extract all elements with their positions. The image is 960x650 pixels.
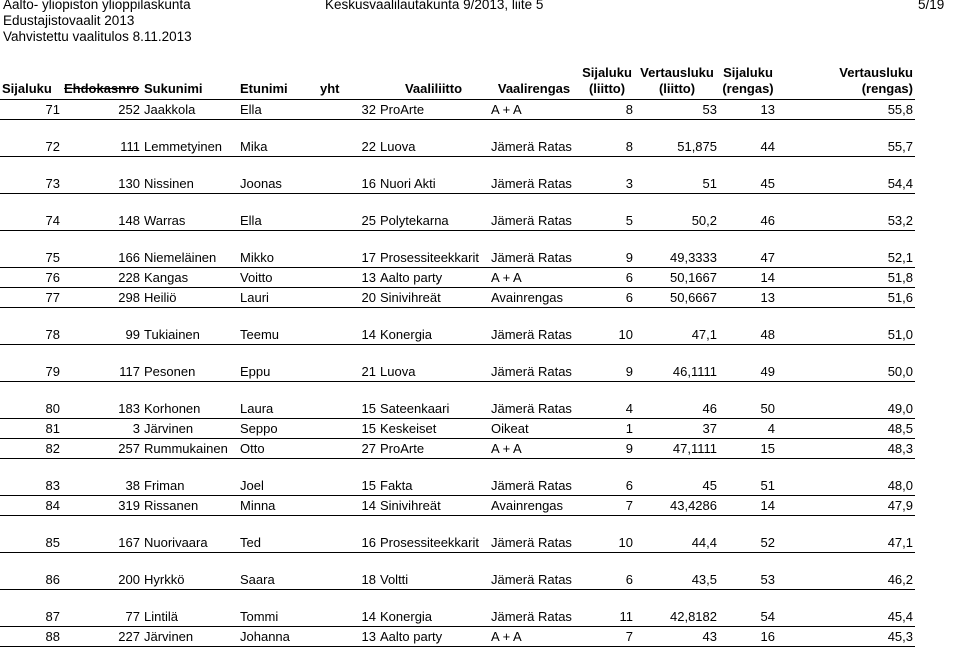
cell-vertausluku-rengas: 48,0: [777, 459, 915, 496]
cell-sijaluku-rengas: 54: [719, 590, 777, 627]
cell-vertausluku-rengas: 51,6: [777, 288, 915, 308]
cell-vertausluku-rengas: 53,2: [777, 194, 915, 231]
cell-vaaliliitto: Aalto party: [378, 268, 489, 288]
cell-ehdokasnro: 227: [62, 627, 142, 647]
cell-etunimi: Joel: [238, 459, 318, 496]
cell-ehdokasnro: 298: [62, 288, 142, 308]
cell-yht: 20: [318, 288, 378, 308]
cell-sijaluku-liitto: 6: [579, 553, 635, 590]
cell-ehdokasnro: 38: [62, 459, 142, 496]
cell-vertausluku-liitto: 51,875: [635, 120, 719, 157]
cell-sukunimi: Järvinen: [142, 627, 238, 647]
cell-vertausluku-liitto: 50,6667: [635, 288, 719, 308]
cell-yht: 15: [318, 419, 378, 439]
cell-vertausluku-rengas: 55,8: [777, 100, 915, 120]
cell-yht: 14: [318, 308, 378, 345]
cell-sijaluku-rengas: 14: [719, 496, 777, 516]
cell-vertausluku-rengas: 51,0: [777, 308, 915, 345]
cell-vertausluku-rengas: 51,8: [777, 268, 915, 288]
cell-sijaluku-liitto: 6: [579, 268, 635, 288]
cell-vaalirengas: Jämerä Ratas: [489, 382, 579, 419]
table-row: [0, 120, 915, 157]
cell-sukunimi: Rissanen: [142, 496, 238, 516]
cell-sijaluku-rengas: 16: [719, 627, 777, 647]
col-sijaluku: Sijaluku: [0, 63, 62, 100]
cell-sukunimi: Niemeläinen: [142, 231, 238, 268]
cell-sijaluku-rengas: 45: [719, 157, 777, 194]
cell-vaaliliitto: Fakta: [378, 459, 489, 496]
cell-sijaluku-liitto: 3: [579, 157, 635, 194]
cell-etunimi: Saara: [238, 553, 318, 590]
cell-ehdokasnro: 111: [62, 120, 142, 157]
cell-vaalirengas: Oikeat: [489, 419, 579, 439]
cell-sukunimi: Warras: [142, 194, 238, 231]
cell-yht: 13: [318, 268, 378, 288]
cell-vertausluku-liitto: 43,5: [635, 553, 719, 590]
cell-sijaluku-liitto: 11: [579, 590, 635, 627]
cell-yht: 14: [318, 590, 378, 627]
table-row: [0, 419, 915, 439]
col-vaaliliitto: Vaaliliitto: [378, 63, 489, 100]
cell-vertausluku-liitto: 50,1667: [635, 268, 719, 288]
cell-sijaluku-liitto: 4: [579, 382, 635, 419]
table-row: [0, 590, 915, 627]
col-vertausluku-liitto: [635, 63, 719, 100]
cell-sijaluku: 74: [0, 194, 62, 231]
cell-vertausluku-liitto: 43: [635, 627, 719, 647]
cell-etunimi: Minna: [238, 496, 318, 516]
cell-sijaluku-liitto: 7: [579, 496, 635, 516]
col-yht: yht: [318, 63, 378, 100]
cell-sijaluku: 86: [0, 553, 62, 590]
confirmed-date: Vahvistettu vaalitulos 8.11.2013: [3, 29, 192, 44]
cell-vaaliliitto: Luova: [378, 345, 489, 382]
cell-vaaliliitto: ProArte: [378, 100, 489, 120]
col-sijaluku-liitto: [579, 63, 635, 100]
cell-etunimi: Ella: [238, 194, 318, 231]
cell-yht: 25: [318, 194, 378, 231]
cell-etunimi: Otto: [238, 439, 318, 459]
cell-vaaliliitto: Konergia: [378, 308, 489, 345]
table-row: [0, 157, 915, 194]
cell-sijaluku-liitto: 9: [579, 231, 635, 268]
cell-sijaluku-rengas: 46: [719, 194, 777, 231]
cell-vertausluku-rengas: 48,5: [777, 419, 915, 439]
cell-ehdokasnro: 257: [62, 439, 142, 459]
table-header-row: [0, 63, 915, 100]
election-name: Edustajistovaalit 2013: [3, 13, 135, 28]
cell-vaalirengas: Jämerä Ratas: [489, 459, 579, 496]
cell-sijaluku-liitto: 8: [579, 100, 635, 120]
cell-etunimi: Ted: [238, 516, 318, 553]
cell-vertausluku-liitto: 45: [635, 459, 719, 496]
cell-ehdokasnro: 99: [62, 308, 142, 345]
cell-vaalirengas: A + A: [489, 100, 579, 120]
col-vertausluku-rengas-line2: (rengas): [861, 81, 913, 96]
cell-sijaluku-rengas: 50: [719, 382, 777, 419]
cell-sijaluku-rengas: 47: [719, 231, 777, 268]
cell-vaalirengas: A + A: [489, 439, 579, 459]
cell-sijaluku-liitto: 8: [579, 120, 635, 157]
cell-vaalirengas: Avainrengas: [489, 288, 579, 308]
cell-vaaliliitto: Polytekarna: [378, 194, 489, 231]
col-vertausluku-rengas: [777, 63, 915, 100]
cell-sijaluku: 87: [0, 590, 62, 627]
cell-sijaluku-rengas: 15: [719, 439, 777, 459]
cell-yht: 18: [318, 553, 378, 590]
cell-vertausluku-liitto: 46,1111: [635, 345, 719, 382]
cell-sijaluku-rengas: 13: [719, 100, 777, 120]
cell-sijaluku: 88: [0, 627, 62, 647]
cell-vaalirengas: A + A: [489, 268, 579, 288]
cell-vertausluku-rengas: 47,1: [777, 516, 915, 553]
cell-sukunimi: Korhonen: [142, 382, 238, 419]
cell-sijaluku-liitto: 5: [579, 194, 635, 231]
cell-etunimi: Tommi: [238, 590, 318, 627]
cell-etunimi: Teemu: [238, 308, 318, 345]
cell-etunimi: Seppo: [238, 419, 318, 439]
table-row: [0, 345, 915, 382]
cell-vaaliliitto: Keskeiset: [378, 419, 489, 439]
cell-vertausluku-liitto: 37: [635, 419, 719, 439]
cell-yht: 14: [318, 496, 378, 516]
cell-vaalirengas: Jämerä Ratas: [489, 120, 579, 157]
cell-sijaluku-liitto: 9: [579, 345, 635, 382]
col-vertausluku-liitto-line2: (liitto): [658, 81, 696, 96]
cell-vaaliliitto: ProArte: [378, 439, 489, 459]
cell-vaaliliitto: Prosessiteekkarit: [378, 231, 489, 268]
cell-sijaluku-liitto: 6: [579, 288, 635, 308]
cell-sukunimi: Hyrkkö: [142, 553, 238, 590]
cell-etunimi: Eppu: [238, 345, 318, 382]
cell-vertausluku-rengas: 45,4: [777, 590, 915, 627]
table-row: [0, 516, 915, 553]
col-ehdokasnro: [62, 63, 142, 100]
cell-sijaluku-rengas: 52: [719, 516, 777, 553]
table-row: [0, 194, 915, 231]
cell-vertausluku-liitto: 50,2: [635, 194, 719, 231]
cell-yht: 17: [318, 231, 378, 268]
col-vaalirengas: Vaalirengas: [489, 63, 579, 100]
cell-sijaluku: 81: [0, 419, 62, 439]
col-sukunimi: Sukunimi: [142, 63, 238, 100]
cell-sijaluku-liitto: 7: [579, 627, 635, 647]
cell-vertausluku-rengas: 54,4: [777, 157, 915, 194]
cell-sijaluku-rengas: 53: [719, 553, 777, 590]
table-row: [0, 231, 915, 268]
cell-ehdokasnro: 166: [62, 231, 142, 268]
cell-sijaluku-liitto: 6: [579, 459, 635, 496]
cell-etunimi: Johanna: [238, 627, 318, 647]
cell-vertausluku-rengas: 45,3: [777, 627, 915, 647]
table-row: [0, 100, 915, 120]
cell-ehdokasnro: 200: [62, 553, 142, 590]
cell-vaalirengas: Jämerä Ratas: [489, 590, 579, 627]
document-header: [3, 0, 192, 45]
cell-vertausluku-rengas: 46,2: [777, 553, 915, 590]
cell-ehdokasnro: 117: [62, 345, 142, 382]
cell-vaalirengas: Jämerä Ratas: [489, 157, 579, 194]
cell-vaalirengas: Jämerä Ratas: [489, 308, 579, 345]
cell-ehdokasnro: 130: [62, 157, 142, 194]
cell-sijaluku: 73: [0, 157, 62, 194]
col-sijaluku-rengas-line2: (rengas): [722, 81, 774, 96]
cell-sijaluku: 83: [0, 459, 62, 496]
cell-vaaliliitto: Konergia: [378, 590, 489, 627]
cell-sukunimi: Lintilä: [142, 590, 238, 627]
cell-vaalirengas: Jämerä Ratas: [489, 345, 579, 382]
col-ehdokasnro-label: Ehdokasnro: [64, 81, 140, 96]
table-row: [0, 553, 915, 590]
cell-yht: 21: [318, 345, 378, 382]
cell-vaalirengas: Jämerä Ratas: [489, 194, 579, 231]
cell-vertausluku-rengas: 49,0: [777, 382, 915, 419]
cell-vaalirengas: Jämerä Ratas: [489, 231, 579, 268]
cell-sijaluku-rengas: 44: [719, 120, 777, 157]
cell-sijaluku-rengas: 13: [719, 288, 777, 308]
cell-vaaliliitto: Luova: [378, 120, 489, 157]
cell-sijaluku-rengas: 4: [719, 419, 777, 439]
cell-etunimi: Voitto: [238, 268, 318, 288]
cell-sukunimi: Järvinen: [142, 419, 238, 439]
cell-ehdokasnro: 183: [62, 382, 142, 419]
cell-vaaliliitto: Aalto party: [378, 627, 489, 647]
cell-sukunimi: Friman: [142, 459, 238, 496]
cell-vertausluku-liitto: 42,8182: [635, 590, 719, 627]
col-sijaluku-liitto-line2: (liitto): [588, 81, 626, 96]
table-row: [0, 268, 915, 288]
cell-sijaluku-liitto: 10: [579, 308, 635, 345]
cell-yht: 15: [318, 382, 378, 419]
organization-name: Aalto- yliopiston ylioppilaskunta: [3, 0, 191, 12]
cell-yht: 16: [318, 157, 378, 194]
cell-sijaluku: 75: [0, 231, 62, 268]
page-number: 5/19: [918, 0, 945, 12]
table-row: [0, 288, 915, 308]
cell-yht: 15: [318, 459, 378, 496]
cell-vertausluku-liitto: 53: [635, 100, 719, 120]
col-etunimi: Etunimi: [238, 63, 318, 100]
cell-ehdokasnro: 167: [62, 516, 142, 553]
cell-vaalirengas: Jämerä Ratas: [489, 553, 579, 590]
cell-vaaliliitto: Voltti: [378, 553, 489, 590]
cell-vertausluku-rengas: 47,9: [777, 496, 915, 516]
cell-vertausluku-rengas: 52,1: [777, 231, 915, 268]
table-row: [0, 459, 915, 496]
cell-sukunimi: Pesonen: [142, 345, 238, 382]
cell-sijaluku: 84: [0, 496, 62, 516]
cell-sukunimi: Rummukainen: [142, 439, 238, 459]
cell-vertausluku-liitto: 47,1: [635, 308, 719, 345]
cell-ehdokasnro: 252: [62, 100, 142, 120]
cell-yht: 22: [318, 120, 378, 157]
cell-vertausluku-liitto: 44,4: [635, 516, 719, 553]
cell-vertausluku-liitto: 43,4286: [635, 496, 719, 516]
cell-sukunimi: Jaakkola: [142, 100, 238, 120]
cell-etunimi: Laura: [238, 382, 318, 419]
cell-ehdokasnro: 228: [62, 268, 142, 288]
col-sijaluku-liitto-line1: Sijaluku: [582, 65, 632, 80]
cell-vaalirengas: A + A: [489, 627, 579, 647]
cell-ehdokasnro: 319: [62, 496, 142, 516]
cell-etunimi: Mikko: [238, 231, 318, 268]
cell-sijaluku-rengas: 14: [719, 268, 777, 288]
cell-sukunimi: Nissinen: [142, 157, 238, 194]
cell-vaalirengas: Jämerä Ratas: [489, 516, 579, 553]
cell-vertausluku-liitto: 49,3333: [635, 231, 719, 268]
table-row: [0, 496, 915, 516]
cell-vaaliliitto: Prosessiteekkarit: [378, 516, 489, 553]
table-row: [0, 439, 915, 459]
cell-sukunimi: Kangas: [142, 268, 238, 288]
cell-sijaluku: 79: [0, 345, 62, 382]
results-table: [0, 63, 915, 647]
cell-etunimi: Ella: [238, 100, 318, 120]
table-row: [0, 308, 915, 345]
cell-etunimi: Lauri: [238, 288, 318, 308]
cell-yht: 13: [318, 627, 378, 647]
col-vertausluku-rengas-line1: Vertausluku: [839, 65, 913, 80]
cell-yht: 16: [318, 516, 378, 553]
cell-vaaliliitto: Nuori Akti: [378, 157, 489, 194]
cell-vertausluku-liitto: 51: [635, 157, 719, 194]
cell-vaalirengas: Avainrengas: [489, 496, 579, 516]
table-row: [0, 382, 915, 419]
cell-sijaluku-rengas: 49: [719, 345, 777, 382]
cell-vaaliliitto: Sinivihreät: [378, 496, 489, 516]
cell-yht: 32: [318, 100, 378, 120]
cell-etunimi: Joonas: [238, 157, 318, 194]
cell-vaaliliitto: Sinivihreät: [378, 288, 489, 308]
cell-sukunimi: Tukiainen: [142, 308, 238, 345]
document-reference: Keskusvaalilautakunta 9/2013, liite 5: [325, 0, 544, 12]
cell-sijaluku: 85: [0, 516, 62, 553]
cell-sukunimi: Nuorivaara: [142, 516, 238, 553]
cell-sijaluku: 77: [0, 288, 62, 308]
cell-vertausluku-rengas: 50,0: [777, 345, 915, 382]
cell-etunimi: Mika: [238, 120, 318, 157]
col-vertausluku-liitto-line1: Vertausluku: [640, 65, 714, 80]
cell-sukunimi: Lemmetyinen: [142, 120, 238, 157]
table-row: [0, 627, 915, 647]
cell-sijaluku-liitto: 9: [579, 439, 635, 459]
cell-sijaluku-rengas: 48: [719, 308, 777, 345]
cell-sukunimi: Heiliö: [142, 288, 238, 308]
cell-vertausluku-liitto: 47,1111: [635, 439, 719, 459]
cell-sijaluku-liitto: 10: [579, 516, 635, 553]
cell-sijaluku: 82: [0, 439, 62, 459]
cell-vertausluku-rengas: 48,3: [777, 439, 915, 459]
cell-vertausluku-rengas: 55,7: [777, 120, 915, 157]
cell-sijaluku: 72: [0, 120, 62, 157]
cell-sijaluku: 80: [0, 382, 62, 419]
cell-vertausluku-liitto: 46: [635, 382, 719, 419]
cell-ehdokasnro: 3: [62, 419, 142, 439]
col-sijaluku-rengas-line1: Sijaluku: [723, 65, 773, 80]
cell-yht: 27: [318, 439, 378, 459]
cell-sijaluku-liitto: 1: [579, 419, 635, 439]
cell-sijaluku: 71: [0, 100, 62, 120]
cell-sijaluku: 76: [0, 268, 62, 288]
cell-vaaliliitto: Sateenkaari: [378, 382, 489, 419]
cell-sijaluku: 78: [0, 308, 62, 345]
cell-ehdokasnro: 77: [62, 590, 142, 627]
cell-sijaluku-rengas: 51: [719, 459, 777, 496]
col-sijaluku-rengas: [719, 63, 777, 100]
cell-ehdokasnro: 148: [62, 194, 142, 231]
